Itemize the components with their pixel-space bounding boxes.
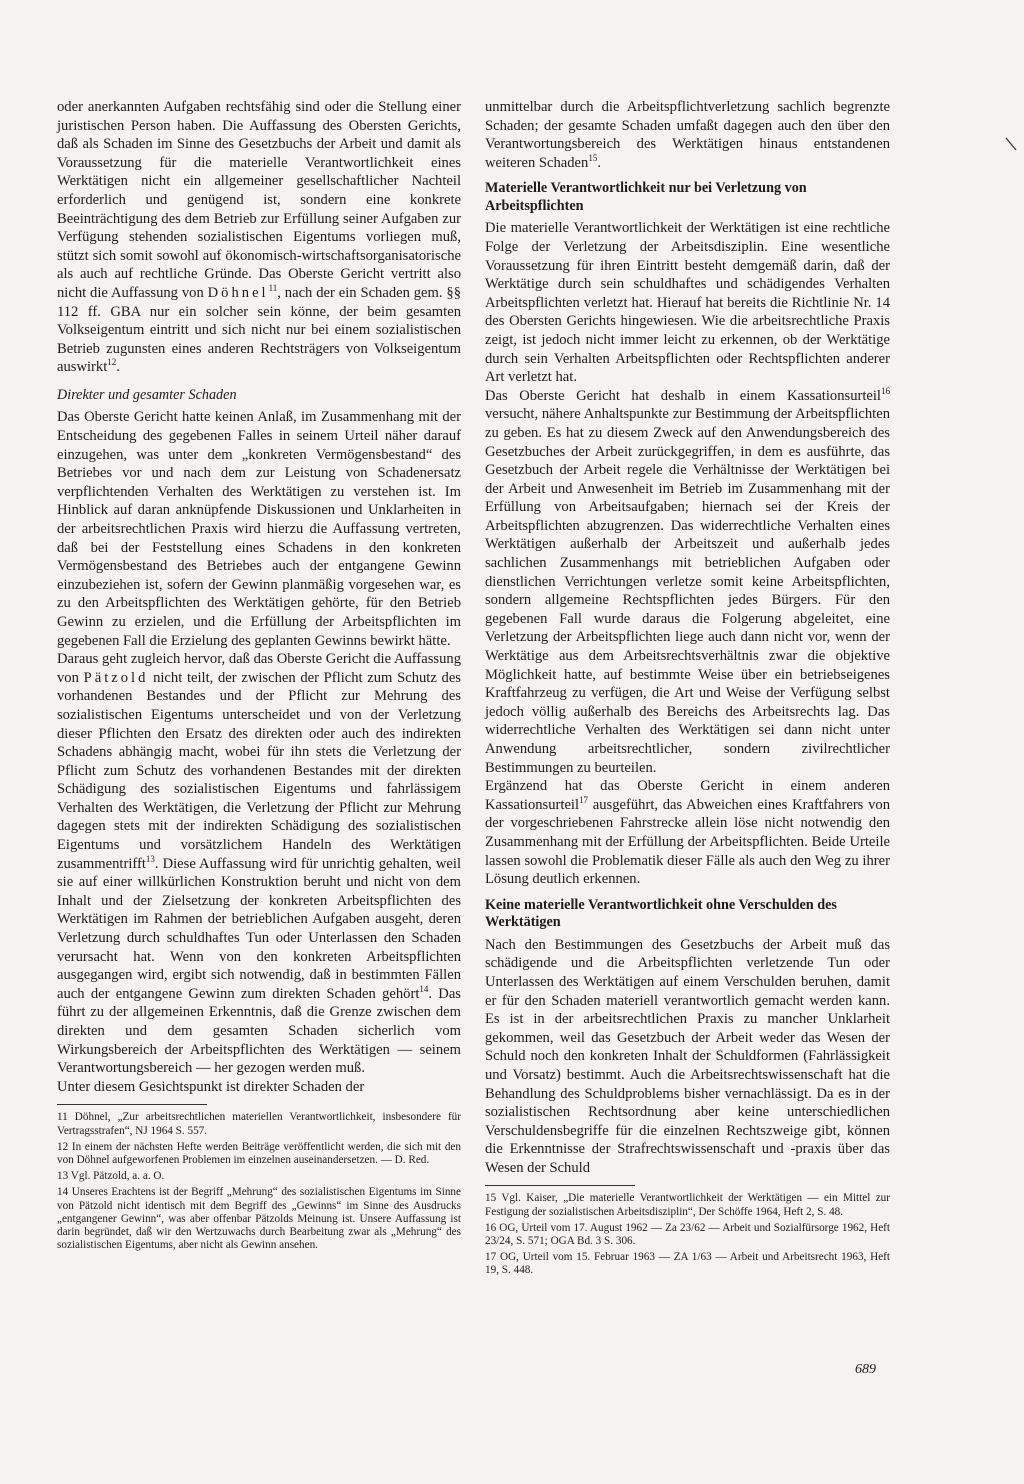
footnote-rule xyxy=(485,1185,635,1186)
author-name: Pätzold xyxy=(83,669,149,686)
paragraph: Ergänzend hat das Oberste Gericht in einem anderen Kassationsurteil$^{17}$ ausgeführt, das Abweichen eines Kraftfahrers von der vorgeschriebenen Fahrstrecke allein löse nicht notwendig den Zusammenhang mit der Erfüllung der Arbeitspflichten. Beide Urteile lassen sowohl die Problematik dieser Fälle als auch den Weg zu ihrer Lösung deutlich erkennen. xyxy=(485,778,890,888)
page-number: 689 xyxy=(855,1362,876,1377)
footnote-ref: 12 xyxy=(107,357,117,368)
footnote-ref: 13 xyxy=(145,853,155,864)
margin-mark xyxy=(1004,136,1018,152)
paragraph: Das Oberste Gericht hatte keinen Anlaß, im Zusammenhang mit der Entscheidung des gegebenen Falles in seinem Urteil näher darauf einzugehen, was unter dem „konkreten Vermögensbestand“ des Betriebes vor und nach dem zur Leistung von Schadenersatz verpflichtenden Verhalten des Werktätigen zu verstehen ist. Im Hinblick auf daran anknüpfende Diskussionen und Unklarheiten in der arbeitsrechtlichen Praxis wird hierzu die Auffassung vertreten, daß bei der Feststellung eines Schadens in den konkreten Vermögensbestand des Betriebes auch der entgangene Gewinn einzubeziehen ist, sofern der Gewinn planmäßig vorgesehen war, es zu den Arbeitspflichten des Werktätigen gehörte, für den Betrieb Gewinn zu erzielen, und die Erfüllung der Arbeitspflichten im gegebenen Fall die Erzielung des geplanten Gewinns bewirkt hätte. xyxy=(57,409,461,649)
footnote: 14 Unseres Erachtens ist der Begriff „Mehrung“ des sozialistischen Eigentums im Sinne von Pätzold nicht identisch mit dem Begriff des „Gewinns“ im Sinne des Ausdrucks „entgangener Gewinn“, was aber offenbar Pätzolds Meinung ist. Unsere Auffassung ist darin begründet, daß wir den Wertzuwachs durch Bearbeitung zwar als „Mehrung“ des sozialistischen Eigentums, aber nicht als Gewinn ansehen. xyxy=(57,1186,461,1252)
paragraph: oder anerkannten Aufgaben rechtsfähig sind oder die Stellung einer juristischen Person haben. Die Auffassung des Obersten Gerichts, daß als Schaden im Sinne des Gesetzbuchs der Arbeit und damit als Voraussetzung für die materielle Verantwortlichkeit eines Werktätigen nicht ein allgemeiner gesellschaftlicher Nachteil erforderlich und genügend ist, sondern eine konkrete Beeinträchtigung des dem Betrieb zur Erfüllung seiner Aufgaben zur Verfügung stehenden sozialistischen Eigentums vorliegen muß, stützt sich somit sowohl auf ökonomisch-wirtschaftsorganisatorische als auch auf rechtliche Gründe. Das Oberste Gericht vertritt also nicht die Auffassung von Döhnel$^{11}$, nach der ein Schaden gem. §§ 112 ff. GBA nur ein solcher sein könne, der beim gesamten Volkseigentum eintritt und sich nicht nur bei einem sozialistischen Betrieb zugunsten eines anderen Rechtsträgers von Volkseigentum auswirkt$^{12}$. xyxy=(57,99,462,376)
paragraph: Unter diesem Gesichtspunkt ist direkter Schaden der xyxy=(57,1078,365,1095)
footnote: 11 Döhnel, „Zur arbeitsrechtlichen materiellen Verantwortlichkeit, insbesondere für Vertragsstrafen“, NJ 1964 S. 557. xyxy=(57,1111,461,1137)
paragraph: Daraus geht zugleich hervor, daß das Oberste Gericht die Auffassung von Pätzold nicht teilt, der zwischen der Pflicht zum Schutz des vorhandenen Bestandes und der Pflicht zur Mehrung des sozialistischen Eigentums unterscheidet und von der Verletzung dieser Pflichten den Ersatz des direkten oder auch des indirekten Schadens abhängig macht, wobei für ihn stets die Verletzung der Pflicht zum Schutz des vorhandenen Bestandes mit der direkten Schädigung des sozialistischen Eigentums und fahrlässigem Verhalten des Werktätigen, die Verletzung der Pflicht zur Mehrung dagegen stets mit der indirekten Schädigung des sozialistischen Eigentums und vorsätzlichem Handeln des Werktätigen zusammentrifft$^{13}$. Diese Auffassung wird für unrichtig gehalten, weil sie auf einer willkürlichen Konstruktion beruht und nicht von dem Inhalt und der Zielsetzung der konkreten Arbeitspflichten des Werktätigen im Rahmen der betrieblichen Aufgaben ausgeht, deren Verletzung durch schuldhaftes Tun oder Unterlassen den Schaden verursacht hat. Wenn von den konkreten Arbeitspflichten ausgegangen wird, ergibt sich notwendig, daß in bestimmten Fällen auch der entgangene Gewinn zum direkten Schaden gehört$^{14}$. Das führt zu der allgemeinen Erkenntnis, daß die Grenze zwischen dem direkten und dem gesamten Schaden sicherlich vom Wirkungsbereich der Arbeitspflichten des Werktätigen — seinem Verantwortungsbereich — her gezogen werden muß. xyxy=(57,651,461,1077)
footnote: 16 OG, Urteil vom 17. August 1962 — Za 23/62 — Arbeit und Sozialfürsorge 1962, Heft 23/24, S. 571; OGA Bd. 3 S. 306. xyxy=(485,1221,890,1248)
section-heading: Keine materielle Verantwortlichkeit ohne Verschulden des Werktätigen xyxy=(485,896,837,931)
footnotes xyxy=(485,1185,890,1277)
right-column xyxy=(485,98,890,1281)
section-heading: Materielle Verantwortlichkeit nur bei Verletzung von Arbeitspflichten xyxy=(485,180,807,214)
paragraph: unmittelbar durch die Arbeitspflichtverletzung sachlich begrenzte Schaden; der gesamte Schaden umfaßt dagegen auch den über den Verantwortungsbereich des Werktätigen hinaus entstandenen weiteren Schaden$^{15}$. xyxy=(485,99,890,171)
footnote-ref: 11 xyxy=(268,283,278,294)
footnote: 12 In einem der nächsten Hefte werden Beiträge veröffentlicht werden, die sich mit den von Döhnel aufgeworfenen Problemen im einzelnen auseinandersetzen. — D. Red. xyxy=(57,1140,461,1166)
footnotes xyxy=(57,1104,461,1252)
footnote-ref: 17 xyxy=(579,794,589,805)
footnote: 13 Vgl. Pätzold, a. a. O. xyxy=(57,1170,165,1183)
footnote-rule xyxy=(57,1104,207,1105)
paragraph: Die materielle Verantwortlichkeit der Werktätigen ist eine rechtliche Folge der Verletzung der Arbeitsdisziplin. Eine wesentliche Voraussetzung für ihren Eintritt besteht demgemäß darin, daß der Werktätige durch sein schuldhaftes und schädigendes Verhalten Arbeitspflichten verletzt hat. Hierauf hat bereits die Richtlinie Nr. 14 des Obersten Gerichts hingewiesen. Wie die arbeitsrechtliche Praxis zeigt, ist jedoch nicht immer leicht zu erkennen, ob der Werktätige durch sein Verhalten Arbeitspflichten oder Rechtspflichten anderer Art verletzt hat. xyxy=(485,220,890,386)
paragraph: Das Oberste Gericht hat deshalb in einem Kassationsurteil$^{16}$ versucht, nähere Anhaltspunkte zur Bestimmung der Arbeitspflichten zu geben. Es hat zu diesem Zweck auf den Anwendungsbereich des Gesetzbuches der Arbeit zurückgegriffen, in dem es ausführte, das Gesetzbuch der Arbeit regele die Verhältnisse der Werktätigen bei der Arbeit und Anwesenheit im Betrieb im Zusammenhang mit der Erfüllung von Arbeitsaufgaben; hiernach sei der Kreis der Arbeitspflichten abzugrenzen. Das widerrechtliche Verhalten eines Werktätigen außerhalb der Arbeitszeit und außerhalb jedes sachlichen Zusammenhangs mit betrieblichen Aufgaben oder dienstlichen Verrichtungen verletze somit keine Arbeitspflichten, sondern allgemeine Rechtspflichten jedes Bürgers. Für den gegebenen Fall wurde daraus die Folgerung abgeleitet, eine Verletzung der Arbeitspflichten liege auch dann nicht vor, wenn der Werktätige aus dem Arbeitsrechtsverhältnis zwar die objektive Möglichkeit hatte, auf bestimmte Weise über ein betriebseigenes Kraftfahrzeug zu verfügen, die Art und Weise der Verfügung selbst jedoch völlig außerhalb des Bereichs des Arbeitsrechts lag. Das widerrechtliche Verhalten des Werktätigen sei dann nicht unter Anwendung arbeitsrechtlicher, sondern zivilrechtlicher Bestimmungen zu beurteilen. xyxy=(485,385,890,776)
author-name: Döhnel xyxy=(207,284,269,301)
footnote-ref: 16 xyxy=(881,385,890,396)
footnote: 15 Vgl. Kaiser, „Die materielle Verantwortlichkeit der Werktätigen — ein Mittel zur Festigung der sozialistischen Arbeitsdisziplin“, Der Schöffe 1964, Heft 2, S. 48. xyxy=(485,1192,890,1218)
paragraph: Nach den Bestimmungen des Gesetzbuchs der Arbeit muß das schädigende und die Arbeitspflichten verletzende Tun oder Unterlassen des Werktätigen auf einem Verschulden beruhen, damit er für den Schaden materiell verantwortlich gemacht werden kann. Es ist in der arbeitsrechtlichen Praxis zu mancher Unklarheit gekommen, weil das Gesetzbuch der Arbeit weder das Wesen der Schuld noch den konkreten Inhalt der Schuldformen (Fahrlässigkeit und Vorsatz) bestimmt. Auch die Arbeitsrechtswissenschaft hat die Behandlung des Schuldproblems bisher vernachlässigt. Da es in der sozialistischen Rechtsordnung aber keine unterschiedlichen Verschuldensbegriffe für die einzelnen Rechtszweige gibt, können die Erkenntnisse der Strafrechtswissenschaft und -praxis über das Wesen der Schuld xyxy=(485,936,890,1176)
footnote-ref: 15 xyxy=(588,152,598,163)
section-heading: Direkter und gesamter Schaden xyxy=(57,386,237,403)
footnote: 17 OG, Urteil vom 15. Februar 1963 — ZA 1/63 — Arbeit und Arbeitsrecht 1963, Heft 19, S. 448. xyxy=(485,1251,890,1277)
left-column xyxy=(57,98,461,1255)
footnote-ref: 14 xyxy=(419,983,429,994)
